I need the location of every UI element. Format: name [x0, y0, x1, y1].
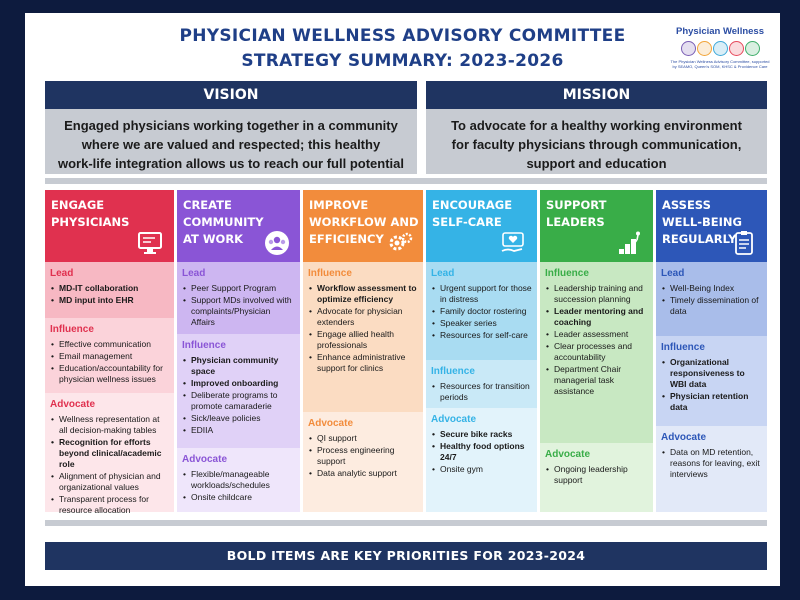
gears-icon	[383, 228, 417, 258]
strategy-summary-page	[25, 13, 780, 586]
strategy-column	[540, 190, 653, 512]
list-item: • QI support	[308, 433, 418, 444]
section-heading: Influence	[50, 324, 94, 335]
section-influence	[656, 336, 767, 426]
section-list	[661, 357, 762, 413]
section-list	[182, 283, 295, 328]
column-title-line: ENGAGE	[51, 198, 105, 212]
list-item: • Peer Support Program	[182, 283, 295, 294]
section-advocate	[303, 412, 423, 512]
column-title-line: CREATE	[183, 198, 232, 212]
mission-line: support and education	[526, 156, 667, 171]
list-item: • Secure bike racks	[431, 429, 532, 440]
climbing-leader-icon	[613, 228, 647, 258]
heart-hand-icon	[497, 228, 531, 258]
column-header	[540, 190, 653, 262]
column-title-line: PHYSICIANS	[51, 215, 130, 229]
divider-bar-bottom	[45, 520, 767, 526]
column-title-line: AT WORK	[183, 232, 244, 246]
section-heading: Influence	[661, 342, 705, 353]
section-heading: Influence	[308, 268, 352, 279]
section-heading: Influence	[431, 366, 475, 377]
section-list	[308, 433, 418, 479]
title-line-1: PHYSICIAN WELLNESS ADVISORY COMMITTEE	[179, 26, 626, 46]
list-item: • Deliberate programs to promote camaraderie	[182, 390, 295, 412]
divider-bar-top	[45, 178, 767, 184]
list-item: • Leader assessment	[545, 329, 648, 340]
logo-caption: The Physician Wellness Advisory Committee, supported by SEAMO, Queen's SOM, KHSC & Providence Care	[670, 59, 770, 69]
column-title-line: IMPROVE	[309, 198, 369, 212]
column-title-line: SUPPORT	[546, 198, 607, 212]
section-advocate	[45, 393, 174, 515]
logo-circle	[729, 41, 744, 56]
list-item: • MD input into EHR	[50, 295, 169, 306]
list-item: • Data on MD retention, reasons for leaving, exit interviews	[661, 447, 762, 480]
section-advocate	[540, 443, 653, 512]
logo-circle	[713, 41, 728, 56]
section-advocate	[426, 408, 537, 512]
list-item: • Onsite childcare	[182, 492, 295, 503]
list-item: • Improved onboarding	[182, 378, 295, 389]
section-lead	[45, 262, 174, 318]
list-item: • Alignment of physician and organizational values	[50, 471, 169, 493]
strategy-column	[656, 190, 767, 512]
list-item: • Urgent support for those in distress	[431, 283, 532, 305]
vision-line: Engaged physicians working together in a community	[64, 118, 398, 133]
logo-circles	[670, 41, 770, 56]
list-item: • Data analytic support	[308, 468, 418, 479]
mission-heading: MISSION	[426, 81, 767, 109]
column-title-line: WORKFLOW AND	[309, 215, 419, 229]
logo-circle	[745, 41, 760, 56]
section-heading: Influence	[545, 268, 589, 279]
vision-line: where we are valued and respected; this healthy	[81, 137, 381, 152]
strategy-column	[45, 190, 174, 515]
section-influence	[540, 262, 653, 443]
list-item: • Process engineering support	[308, 445, 418, 467]
section-list	[661, 283, 762, 317]
section-lead	[426, 262, 537, 360]
list-item: • Recognition for efforts beyond clinical/academic role	[50, 437, 169, 470]
list-item: • Effective communication	[50, 339, 169, 350]
list-item: • Physician community space	[182, 355, 295, 377]
vision-statement	[45, 109, 417, 174]
column-header	[426, 190, 537, 262]
list-item: • Transparent process for resource allocation	[50, 494, 169, 516]
section-heading: Advocate	[431, 414, 477, 425]
section-influence	[177, 334, 300, 448]
list-item: • Physician retention data	[661, 391, 762, 413]
list-item: • Family doctor rostering	[431, 306, 532, 317]
list-item: • Department Chair managerial task assistance	[545, 364, 648, 397]
mission-line: for faculty physicians through communication,	[451, 137, 742, 152]
section-heading: Advocate	[308, 418, 354, 429]
section-list	[431, 429, 532, 475]
section-heading: Advocate	[182, 454, 228, 465]
section-heading: Lead	[50, 268, 74, 279]
section-heading: Lead	[661, 268, 685, 279]
list-item: • Workflow assessment to optimize efficiency	[308, 283, 418, 305]
vision-heading: VISION	[45, 81, 417, 109]
list-item: • Engage allied health professionals	[308, 329, 418, 351]
section-advocate	[177, 448, 300, 512]
list-item: • Speaker series	[431, 318, 532, 329]
column-title-line: REGULARLY	[662, 232, 737, 246]
section-lead	[656, 262, 767, 336]
column-header	[177, 190, 300, 262]
list-item: • EDIIA	[182, 425, 295, 436]
section-heading: Lead	[431, 268, 455, 279]
section-influence	[303, 262, 423, 412]
column-title-line: SELF-CARE	[432, 215, 502, 229]
section-list	[50, 283, 169, 306]
mission-statement	[426, 109, 767, 174]
section-heading: Advocate	[545, 449, 591, 460]
section-influence	[45, 318, 174, 393]
section-heading: Influence	[182, 340, 226, 351]
list-item: • Clear processes and accountability	[545, 341, 648, 363]
section-heading: Lead	[182, 268, 206, 279]
section-list	[661, 447, 762, 480]
section-influence	[426, 360, 537, 408]
strategy-column	[426, 190, 537, 512]
section-list	[182, 469, 295, 503]
column-title-line: LEADERS	[546, 215, 605, 229]
computer-screen-icon	[134, 228, 168, 258]
section-lead	[177, 262, 300, 334]
section-list	[431, 381, 532, 403]
mission-line: To advocate for a healthy working environment	[451, 118, 742, 133]
list-item: • Resources for self-care	[431, 330, 532, 341]
list-item: • Sick/leave policies	[182, 413, 295, 424]
column-title-line: ASSESS	[662, 198, 711, 212]
list-item: • Flexible/manageable workloads/schedules	[182, 469, 295, 491]
list-item: • Education/accountability for physician wellness issues	[50, 363, 169, 385]
clipboard-checklist-icon	[727, 228, 761, 258]
column-header	[45, 190, 174, 262]
list-item: • Leader mentoring and coaching	[545, 306, 648, 328]
column-header	[656, 190, 767, 262]
logo-title: Physician Wellness	[675, 26, 764, 37]
section-advocate	[656, 426, 767, 512]
list-item: • Support MDs involved with complaints/Physician Affairs	[182, 295, 295, 328]
strategy-column	[177, 190, 300, 512]
section-list	[50, 414, 169, 516]
people-group-icon	[260, 228, 294, 258]
vision-line: work-life integration allows us to reach our full potential	[58, 156, 404, 171]
column-title-line: ENCOURAGE	[432, 198, 513, 212]
list-item: • Resources for transition periods	[431, 381, 532, 403]
column-title-line: COMMUNITY	[183, 215, 264, 229]
list-item: • Healthy food options 24/7	[431, 441, 532, 463]
section-list	[182, 355, 295, 436]
physician-wellness-logo	[670, 26, 770, 86]
section-list	[545, 283, 648, 397]
column-title-line: WELL-BEING	[662, 215, 742, 229]
list-item: • Email management	[50, 351, 169, 362]
title-line-2: STRATEGY SUMMARY: 2023-2026	[241, 51, 564, 71]
list-item: • Advocate for physician extenders	[308, 306, 418, 328]
section-heading: Advocate	[661, 432, 707, 443]
column-title-line: EFFICIENCY	[309, 232, 384, 246]
section-list	[545, 464, 648, 486]
section-list	[431, 283, 532, 341]
section-list	[308, 283, 418, 374]
key-priorities-footer: BOLD ITEMS ARE KEY PRIORITIES FOR 2023-2024	[45, 542, 767, 570]
section-list	[50, 339, 169, 385]
list-item: • Onsite gym	[431, 464, 532, 475]
list-item: • MD-IT collaboration	[50, 283, 169, 294]
list-item: • Organizational responsiveness to WBI data	[661, 357, 762, 390]
list-item: • Wellness representation at all decision-making tables	[50, 414, 169, 436]
strategy-column	[303, 190, 423, 512]
list-item: • Leadership training and succession planning	[545, 283, 648, 305]
list-item: • Ongoing leadership support	[545, 464, 648, 486]
list-item: • Timely dissemination of data	[661, 295, 762, 317]
logo-circle	[681, 41, 696, 56]
list-item: • Well-Being Index	[661, 283, 762, 294]
column-header	[303, 190, 423, 262]
logo-circle	[697, 41, 712, 56]
section-heading: Advocate	[50, 399, 96, 410]
list-item: • Enhance administrative support for clinics	[308, 352, 418, 374]
